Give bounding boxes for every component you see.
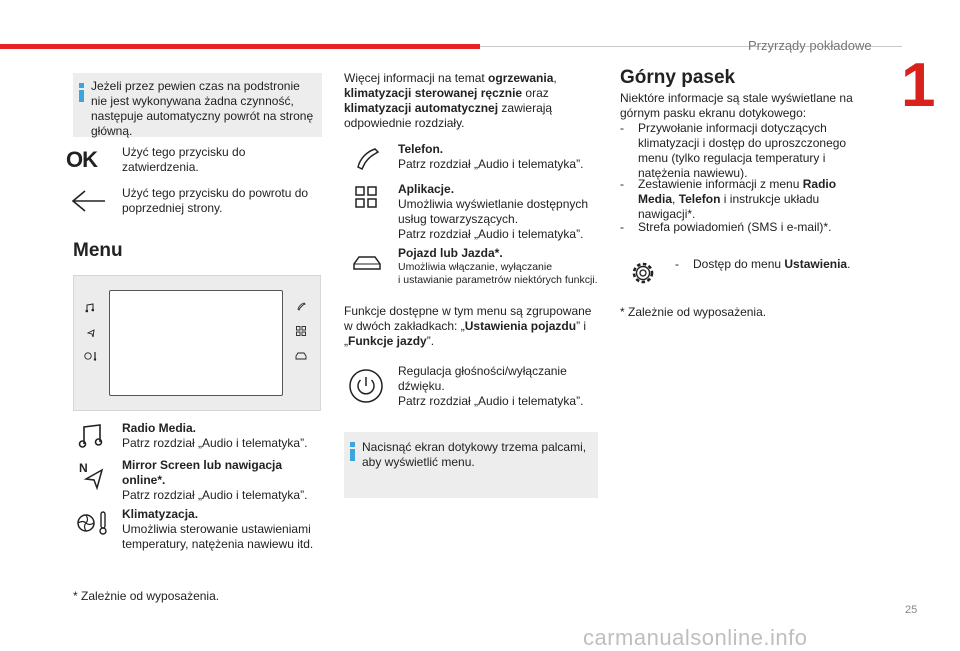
climate-block: Klimatyzacja. Umożliwia sterowanie ustawieniami temperatury, natężenia nawiewu itd.	[122, 507, 314, 551]
top-bar-item-climate: Przywołanie informacji dotyczących klimatyzacji i dostęp do uproszczonego menu (tylko regulacja temperatury i natężenia nawiewu).	[638, 121, 847, 180]
top-bar-intro: Niektóre informacje są stale wyświetlane na górnym pasku ekranu dotykowego:	[620, 91, 853, 120]
north-label-icon: N	[79, 461, 88, 475]
volume-block: Regulacja głośności/wyłączanie dźwięku. Patrz rozdział „Audio i telematyka”.	[398, 364, 584, 408]
footnote-col1: * Zależnie od wyposażenia.	[73, 589, 220, 603]
apps-grid-icon	[355, 186, 377, 208]
ok-icon: OK	[66, 147, 97, 172]
settings-access-text: Dostęp do menu Ustawienia.	[693, 257, 851, 271]
navigation-arrow-icon	[82, 466, 106, 490]
top-bar-item-radio: Zestawienie informacji z menu Radio Media, Telefon i instrukcje układu nawigacji*.	[638, 177, 837, 221]
telephone-block: Telefon. Patrz rozdział „Audio i telematyka”.	[398, 142, 584, 171]
header-red-bar	[0, 44, 480, 49]
menu-heading: Menu	[73, 240, 123, 261]
vehicle-icon	[295, 351, 307, 361]
vehicle-block: Pojazd lub Jazda*. Umożliwia włączanie, wyłączanie i ustawianie parametrów niektórych funkcji.	[398, 246, 598, 286]
music-note-icon	[78, 423, 104, 449]
apps-grid-icon	[296, 326, 306, 336]
watermark: carmanualsonline.info	[583, 625, 808, 650]
info-icon	[350, 442, 355, 461]
mirror-screen-block: Mirror Screen lub nawigacja online*. Patrz rozdział „Audio i telematyka”.	[122, 458, 308, 502]
applications-block: Aplikacje. Umożliwia wyświetlanie dostępnych usług towarzyszących. Patrz rozdział „Audio i telematyka”.	[398, 182, 589, 241]
top-bar-heading: Górny pasek	[620, 67, 736, 88]
page-number: 25	[905, 604, 918, 616]
ok-description: Użyć tego przycisku do zatwierdzenia.	[122, 145, 246, 174]
functions-paragraph: Funkcje dostępne w tym menu są zgrupowane w dwóch zakładkach: „Ustawienia pojazdu” i „Funkcje jazdy”.	[344, 304, 592, 348]
climate-icon	[84, 351, 98, 361]
chapter-number: 1	[901, 51, 936, 120]
phone-icon	[354, 145, 380, 171]
info-note-timeout: Jeżeli przez pewien czas na podstronie nie jest wykonywana żadna czynność, następuje automatyczny powrót na stronę główną.	[73, 73, 322, 137]
info-icon	[79, 83, 84, 102]
radio-media-block: Radio Media. Patrz rozdział „Audio i telematyka”.	[122, 421, 308, 450]
section-title: Przyrządy pokładowe	[748, 38, 872, 53]
back-arrow-icon	[70, 189, 108, 213]
music-note-icon	[85, 303, 95, 313]
footnote-col3: * Zależnie od wyposażenia.	[620, 305, 767, 319]
navigation-icon	[86, 328, 96, 338]
touchscreen-display	[109, 290, 283, 396]
touchscreen-illustration	[73, 275, 321, 411]
info-note-three-fingers: Nacisnąć ekran dotykowy trzema palcami, aby wyświetlić menu.	[344, 432, 598, 498]
power-button-icon	[348, 368, 384, 404]
phone-icon	[296, 301, 306, 311]
climate-control-icon	[74, 510, 112, 536]
climate-info-paragraph: Więcej informacji na temat ogrzewania, klimatyzacji sterowanej ręcznie oraz klimatyzacji automatycznej zawierają odpowiednie rozdziały.	[344, 71, 557, 130]
top-bar-item-notifications: Strefa powiadomień (SMS i e-mail)*.	[638, 220, 832, 234]
vehicle-icon	[352, 254, 382, 274]
gear-icon	[628, 258, 658, 288]
back-description: Użyć tego przycisku do powrotu do poprzedniej strony.	[122, 186, 309, 215]
